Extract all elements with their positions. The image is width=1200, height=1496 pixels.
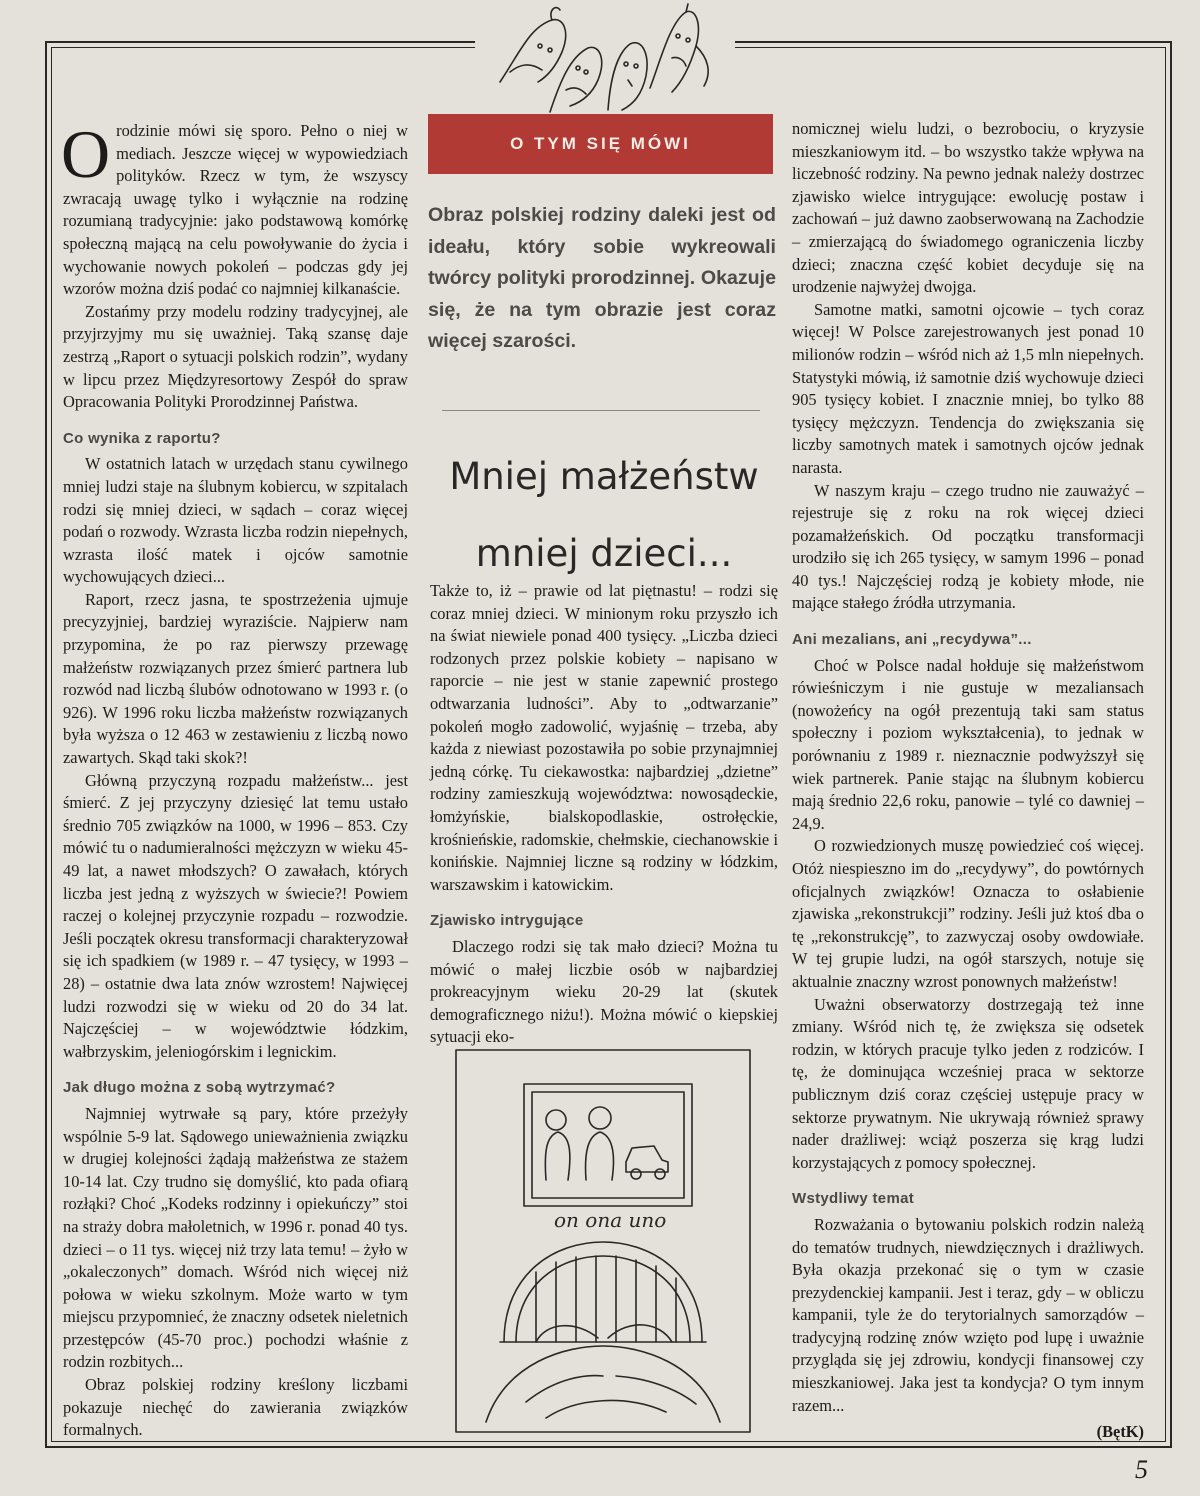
column-right — [792, 118, 1144, 1444]
paragraph: Samotne matki, samotni ojcowie – tych coraz więcej! W Polsce zarejestrowanych jest ponad 10 milionów rodzin – wśród nich aż 1,5 mln niepełnych. Statystyki mówią, iż samotnie dziś wychowuje dzieci 905 tysięcy kobiet. I znacznie mniej, bo tylko 88 tysięcy mężczyzn. Tendencja do zwiększania się liczby samotnych matek i samotnych ojców jednak narasta. — [792, 299, 1144, 477]
page-number: 5 — [1135, 1455, 1148, 1484]
headline-line-1: Mniej małżeństw — [449, 455, 759, 498]
subheading: Jak długo można z sobą wytrzymać? — [63, 1079, 336, 1097]
paragraph: Zostańmy przy modelu rodziny tradycyjnej, ale przyjrzyjmy mu się uważniej. Taką szansę daje zestrzą „Raport o sytuacji polskich rodzin”, wydany w lipcu przez Międzyresortowy Zespół do spraw Opracowania Polityki Prorodzinnej Państwa. — [63, 301, 408, 412]
paragraph: Uważni obserwatorzy dostrzegają też inne zmiany. Wśród nich tę, że zwiększa się odsetek rodzin, w których pracuje tylko jeden z rodziców. I tę, że dominująca wcześniej praca w sektorze publicznym dziś coraz częściej ustępuje pracy w sektorze prywatnym. Nie ukrywają również sprawy nader drażliwej: wciąż poszerza się krąg ludzi korzystających z pomocy społecznej. — [792, 994, 1144, 1172]
divider — [442, 410, 760, 411]
author-signature: (BętK) — [1096, 1422, 1144, 1442]
headline-line-2: mniej dzieci... — [475, 532, 733, 575]
heads-sketch-illustration — [490, 2, 730, 114]
paragraph: W ostatnich latach w urzędach stanu cywilnego mniej ludzi staje na ślubnym kobiercu, w szpitalach rodzi się mniej dzieci, w sądach – coraz więcej podań o rozwody. Wzrasta liczba rodzin niepełnych, wzrasta ilość matek i ojców samotnie wychowujących dzieci... — [63, 454, 408, 587]
intro-paragraph: Orodzinie mówi się sporo. Pełno o niej w mediach. Jeszcze więcej w wypowiedziach polityków. Rzecz w tym, że wszyscy zwracają uwagę tylko i wyłącznie na rodzinę rozumianą tradycyjnie: jako podstawową komórkę społeczną mającą na celu powoływanie do życia i wychowanie nowych pokoleń – podczas gdy jej wzorów można dziś podać co najmniej kilkanaście. — [61, 116, 408, 299]
bed-cartoon-illustration — [446, 1042, 760, 1442]
subheading: Zjawisko intrygujące — [430, 912, 584, 930]
section-banner: O TYM SIĘ MÓWI — [428, 114, 773, 174]
cartoon-caption: on ona uno — [554, 1208, 667, 1232]
subheading: Co wynika z raportu? — [63, 429, 221, 447]
paragraph: O rozwiedzionych muszę powiedzieć coś więcej. Otóż niespieszno im do „recydywy”, do powtórnych oficjalnych związków! Oznacza to osłabienie zjawiska „rekonstrukcji” rodziny. Jeśli już ktoś dba o tę „rekonstrukcję”, to zazwyczaj osoby owdowiałe. W tej grupie ludzi, na ogół starszych, notuje się aktualnie znaczny wzrost ponownych małżeństw! — [792, 836, 1144, 991]
article-headline — [430, 438, 778, 592]
paragraph: Obraz polskiej rodziny kreślony liczbami pokazuje niechęć do zawierania związków formalnych. — [63, 1375, 408, 1440]
paragraph: nomicznej wielu ludzi, o bezrobociu, o kryzysie mieszkaniowym itd. – bo wszystko także wpływa na liczebność rodziny. Na pewno jednak należy dostrzec zjawisko wielce intrygujące: ewolucję postaw i zachowań – już dawno zaobserwowaną na Zachodzie – zmierzającą do świadomego ograniczenia liczby dzieci; znaczna część kobiet decyduje się na urodzenie najwyżej dwojga. — [792, 119, 1144, 297]
subheading: Wstydliwy temat — [792, 1190, 915, 1208]
paragraph: Najmniej wytrwałe są pary, które przeżyły wspólnie 5-9 lat. Sądowego unieważnienia związku w drugiej kolejności żądają małżeństwa ze stażem 10-14 lat. Czy trudno się domyślić, kto pada ofiarą rozłąki? Choć „Kodeks rodzinny i opiekuńczy” stoi na straży dobra małoletnich, w 1996 r. ponad 40 tys. dzieci – o 11 tys. więcej niż trzy lata temu! – żyło w „okaleczonych” domach. Wśród nich więcej niż połowa w wieku szkolnym. Może warto w tym miejscu przypomnieć, że znaczny odsetek nieletnich przestępców (45-70 proc.) pochodzi właśnie z rodzin rozbitych... — [63, 1103, 408, 1372]
paragraph: W naszym kraju – czego trudno nie zauważyć – rejestruje się z roku na rok więcej dzieci pozamałżeńskich. Od początku transformacji urodziło się ich 265 tysięcy, w samym 1996 – ponad 40 tys.! Najczęściej rodzą je kobiety młode, nie mające stałego źródła utrzymania. — [792, 480, 1144, 613]
paragraph: Choć w Polsce nadal hołduje się małżeństwom rówieśniczym i nie gustuje w mezaliansach (nowożeńcy na ogół prezentują taki sam status społeczny i poziom wykształcenia), to jednak w porównaniu z 1989 r. nieznacznie podwyższył się wiek partnerek. Panie stając na ślubnym kobiercu mają średnio 22,6 roku, panowie – tylé co dawniej – 24,9. — [792, 655, 1144, 833]
paragraph: Główną przyczyną rozpadu małżeństw... jest śmierć. Z jej przyczyny dziesięć lat temu ustało średnio 705 związków na 1000, w 1996 – 853. Czy mówić tu o nadumieralności mężczyzn w wieku 45-49 lat, a nawet młodszych? O zawałach, których liczba jest jedną z wyższych w świecie?! Powiem raczej o kolejnej przyczynie rozpadu – rozwodzie. Jeśli początek okresu transformacji charakteryzował się ich spadkiem (w 1989 r. – 47 tysięcy, w 1993 – 28) – ostatnie dwa lata znów wzrostem! Najwięcej ludzi rozwodzi się w wieku od 20 do 34 lat. Najczęściej – w województwie łódzkim, wałbrzyskim, jeleniogórskim i legnickim. — [63, 770, 408, 1061]
column-middle — [430, 580, 778, 1049]
paragraph: Dlaczego rodzi się tak mało dzieci? Można tu mówić o małej liczbie osób w najbardziej prokreacyjnym wieku 20-29 lat (skutek demograficznego niżu!). Można mówić o kiepskiej sytuacji eko- — [430, 936, 778, 1047]
paragraph: Raport, rzecz jasna, te spostrzeżenia ujmuje precyzyjniej, bardziej wyraziście. Najpierw nam przypomina, że po raz pierwszy przewagę małżeństw rozwiązanych przez śmierć partnera lub rozwód nad liczbą ślubów odnotowano w 1993 r. (o 926). W 1996 roku liczba małżeństw rozwiązanych była wyższa o 12 463 w zestawieniu z liczbą nowo zawartych. Skąd taki skok?! — [63, 589, 408, 768]
paragraph: Rozważania o bytowaniu polskich rodzin należą do tematów trudnych, niewdzięcznych i drażliwych. Była okazja przekonać się o tym w czasie prezydenckiej kampanii. Jest i teraz, gdy – w obliczu kampanii, tyle że do terytorialnych samorządów – tradycyjną rodzinę znów wzięto pod lupę i uważnie przygląda się jej zdrowiu, kondycji finansowej czy mieszkaniowej. Jaka jest ta kondycja? O tym innym razem... — [792, 1214, 1144, 1415]
lead-text: Obraz polskiej rodziny daleki jest od ideału, który sobie wykreowali twórcy polityki prorodzinnej. Okazuje się, że na tym obrazie jest coraz więcej szarości. — [428, 204, 776, 352]
drop-cap: O — [61, 116, 111, 192]
column-left — [61, 116, 408, 1442]
subheading: Ani mezalians, ani „recydywa”... — [792, 631, 1032, 649]
paragraph: Także to, iż – prawie od lat piętnastu! – rodzi się coraz mniej dzieci. W minionym roku przyszło ich na świat niewiele ponad 400 tysięcy. „Liczba dzieci rodzonych przez polskie kobiety – napisano w raporcie – nie jest w stanie zapewnić prostego odtwarzania ludności”. Aby to „odtwarzanie” pokoleń mogło zadowolić, wyjaśnię – trzeba, aby każda z niewiast pozostawiła po sobie przynajmniej jedną córkę. Tu ciekawostka: najbardziej „dzietne” rodziny zamieszkują województwa: nowosądeckie, łomżyńskie, bialskopodlaskie, ostrołęckie, krośnieńskie, radomskie, chełmskie, ciechanowskie i konińskie. Najmniej liczne są rodziny w łódzkim, warszawskim i katowickim. — [430, 581, 778, 894]
